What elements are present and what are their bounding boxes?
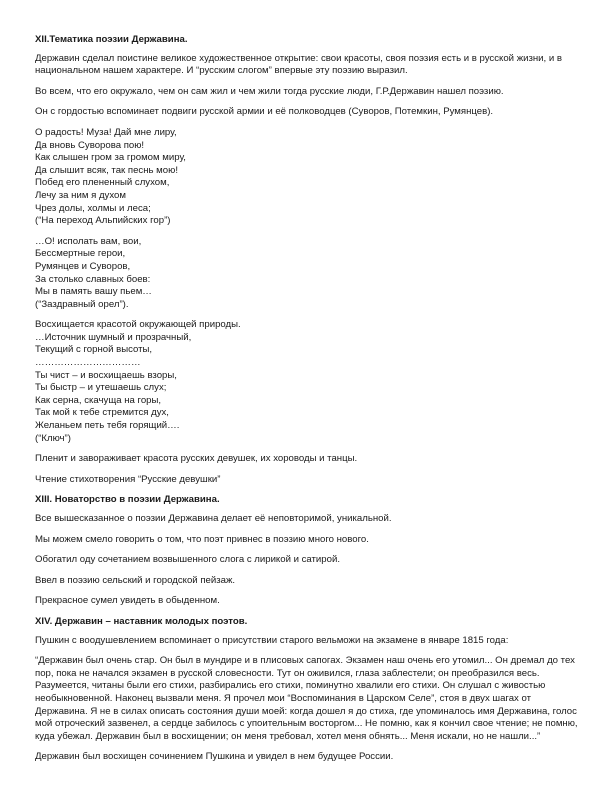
verse-stanza (35, 127, 583, 228)
document-page (35, 34, 583, 772)
verse-line: …Источник шумный и прозрачный, (35, 331, 192, 343)
section-3 (35, 616, 583, 764)
verse-line: Ты чист – и восхищаешь взоры, (35, 369, 177, 381)
paragraph: Пленит и завораживает красота русских девушек, их хороводы и танцы. (35, 453, 358, 465)
paragraph: Он с гордостью вспоминает подвиги русской армии и её полководцев (Суворов, Потемкин, Румянцев). (35, 106, 494, 118)
verse-line: (“Ключ”) (35, 432, 71, 444)
paragraph: Чтение стихотворения “Русские девушки” (35, 473, 221, 485)
section-heading: XIII. Новаторство в поэзии Державина. (35, 494, 220, 506)
paragraph: Во всем, что его окружало, чем он сам жил и чем жили тогда русские люди, Г.Р.Державин нашел поэзию. (35, 85, 504, 97)
verse-line: Ты быстр – и утешаешь слух; (35, 382, 167, 394)
verse-line: Лечу за ним я духом (35, 189, 126, 201)
verse-stanza (35, 319, 583, 445)
paragraph: Прекрасное сумел увидеть в обыденном. (35, 595, 220, 607)
paragraph: Ввел в поэзию сельский и городской пейзаж. (35, 574, 236, 586)
verse-line: Да вновь Суворова пою! (35, 139, 145, 151)
verse-line: Румянцев и Суворов, (35, 260, 131, 272)
verse-line: (“Заздравный орел”). (35, 298, 129, 310)
verse-line: Мы в память вашу пьем… (35, 286, 152, 298)
paragraph: Обогатил оду сочетанием возвышенного слога с лирикой и сатирой. (35, 554, 340, 566)
verse-line: Побед его плененный слухом, (35, 177, 170, 189)
verse-line: …О! исполать вам, вои, (35, 235, 142, 247)
verse-line: Как слышен гром за громом миру, (35, 152, 186, 164)
verse-line: Да слышит всяк, так песнь мою! (35, 164, 178, 176)
verse-line: Так мой к тебе стремится дух, (35, 407, 169, 419)
verse-line: За столько славных боев: (35, 273, 151, 285)
verse-line: Как серна, скачуща на горы, (35, 394, 162, 406)
paragraph: Державин сделал поистине великое художественное открытие: свои красоты, своя поэзия есть и в русской жизни, и в национальном нашем характере. И “русским слогом” впервые эту поэзию выразил. (35, 52, 562, 77)
paragraph: “Державин был очень стар. Он был в мундире и в плисовых сапогах. Экзамен наш очень его утомил... Он дремал до тех пор, пока не начался экзамен в русской словесности. Тут он оживился, глаза заблестели; он преобразился весь. Разумеется, читаны были его стихи, разбирались его стихи, поминутно хвалили его стихи. Он слушал с живостью необыкновенной. Наконец вызвали меня. Я прочел мои “Воспоминания в Царском Селе”, стоя в двух шагах от Державина. Я не в силах описать состояния души моей: когда дошел я до стиха, где упоминалось имя Державина, голос мой отроческий зазвенел, а сердце забилось с упоительным восторгом... Не помню, как я кончил свое чтение; не помню, куда убежал. Державин был в восхищении; он меня требовал, хотел меня обнять... Меня искали, но не нашли...” (35, 655, 578, 742)
verse-line: Восхищается красотой окружающей природы. (35, 319, 241, 331)
section-heading: XII.Тематика поэзии Державина. (35, 34, 188, 45)
section-2 (35, 494, 583, 608)
paragraph: Пушкин с воодушевлением вспоминает о присутствии старого вельможи на экзамене в январе 1815 года: (35, 634, 509, 646)
section-1 (35, 34, 583, 486)
paragraph: Все вышесказанное о поэзии Державина делает её неповторимой, уникальной. (35, 513, 392, 524)
verse-line: (“На переход Альпийских гор”) (35, 215, 171, 227)
verse-line: Текущий с горной высоты, (35, 344, 153, 356)
verse-line: Бессмертные герои, (35, 248, 126, 260)
paragraph: Державин был восхищен сочинением Пушкина и увидел в нем будущее России. (35, 751, 394, 763)
paragraph: Мы можем смело говорить о том, что поэт привнес в поэзию много нового. (35, 533, 369, 545)
verse-line: О радость! Муза! Дай мне лиру, (35, 126, 177, 138)
section-heading: XIV. Державин – наставник молодых поэтов. (35, 615, 248, 627)
verse-line: Чрез долы, холмы и леса; (35, 202, 151, 214)
verse-line: Желаньем петь тебя горящий…. (35, 420, 180, 432)
verse-line: …………………………… (35, 357, 141, 369)
verse-stanza (35, 236, 583, 312)
